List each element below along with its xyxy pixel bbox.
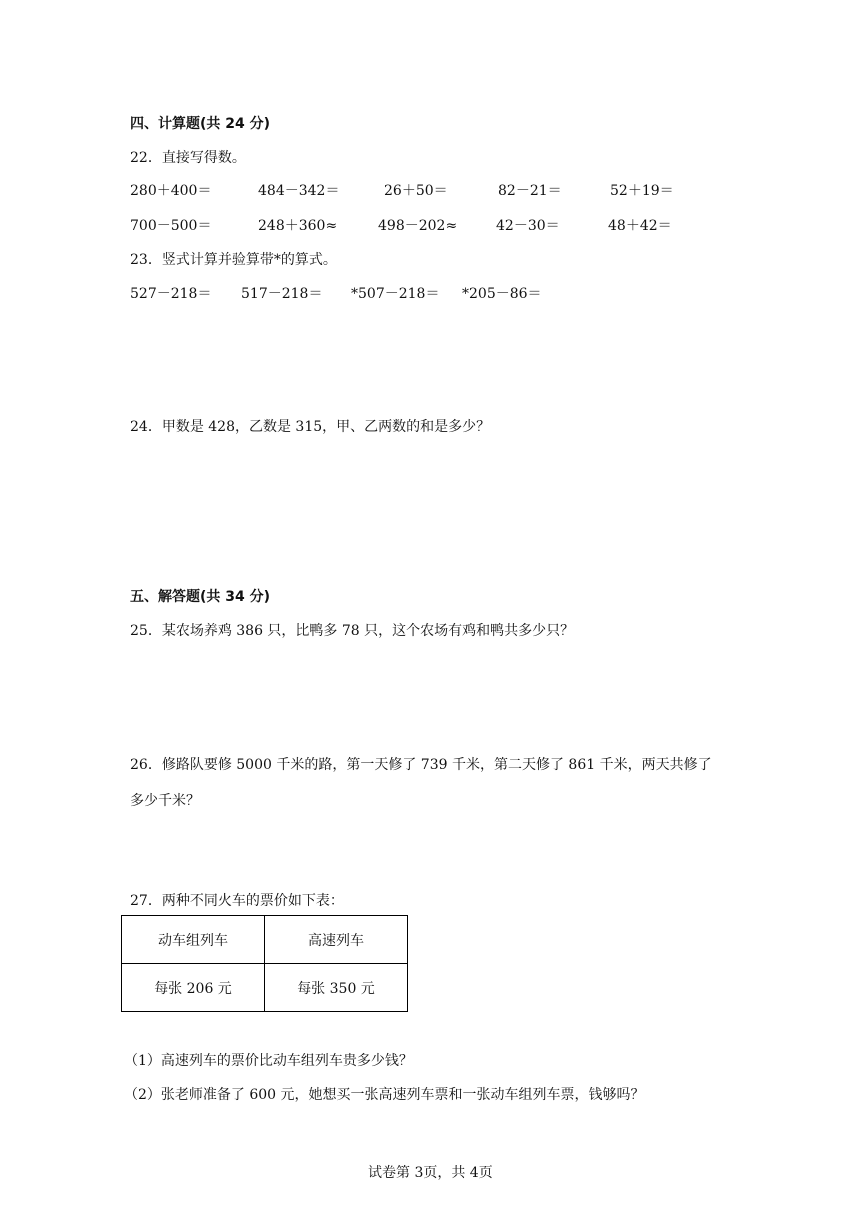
table-cell: 每张 206 元 xyxy=(122,964,265,1012)
q22-item: 700－500＝ xyxy=(130,218,212,234)
question-25-text: 25．某农场养鸡 386 只，比鸭多 78 只，这个农场有鸡和鸭共多少只？ xyxy=(130,623,575,639)
q22-item: 42－30＝ xyxy=(496,218,560,234)
question-27-title: 27．两种不同火车的票价如下表： xyxy=(130,893,344,909)
section-four-heading: 四、计算题(共 24 分) xyxy=(130,116,271,132)
q23-item: 517－218＝ xyxy=(241,286,323,302)
q22-item: 82－21＝ xyxy=(498,183,562,199)
q22-item: 498－202≈ xyxy=(378,218,458,234)
page-footer: 试卷第 3页，共 4页 xyxy=(368,1165,493,1181)
question-22-title: 22．直接写得数。 xyxy=(130,150,246,166)
q23-item: *205－86＝ xyxy=(462,286,542,302)
q23-item: 527－218＝ xyxy=(130,286,212,302)
q22-item: 48＋42＝ xyxy=(608,218,672,234)
q23-item: *507－218＝ xyxy=(351,286,440,302)
ticket-price-table xyxy=(121,915,408,1012)
question-27-sub1: （1）高速列车的票价比动车组列车贵多少钱？ xyxy=(124,1053,413,1069)
q22-item: 248＋360≈ xyxy=(258,218,338,234)
table-header-cell: 高速列车 xyxy=(265,916,408,964)
question-27-sub2: （2）张老师准备了 600 元，她想买一张高速列车票和一张动车组列车票，钱够吗？ xyxy=(124,1087,645,1103)
question-26-line2: 多少千米？ xyxy=(130,793,200,809)
table-header-cell: 动车组列车 xyxy=(122,916,265,964)
section-five-heading: 五、解答题(共 34 分) xyxy=(130,589,271,605)
table-row xyxy=(122,916,408,964)
table-cell: 每张 350 元 xyxy=(265,964,408,1012)
q22-item: 484－342＝ xyxy=(258,183,340,199)
question-23-title: 23．竖式计算并验算带*的算式。 xyxy=(130,252,337,268)
q22-item: 52＋19＝ xyxy=(610,183,674,199)
q22-item: 280＋400＝ xyxy=(130,183,212,199)
table-row xyxy=(122,964,408,1012)
question-24-text: 24．甲数是 428，乙数是 315，甲、乙两数的和是多少？ xyxy=(130,419,491,435)
q22-item: 26＋50＝ xyxy=(384,183,448,199)
question-26-line1: 26．修路队要修 5000 千米的路，第一天修了 739 千米，第二天修了 861 千米，两天共修了 xyxy=(130,757,712,773)
